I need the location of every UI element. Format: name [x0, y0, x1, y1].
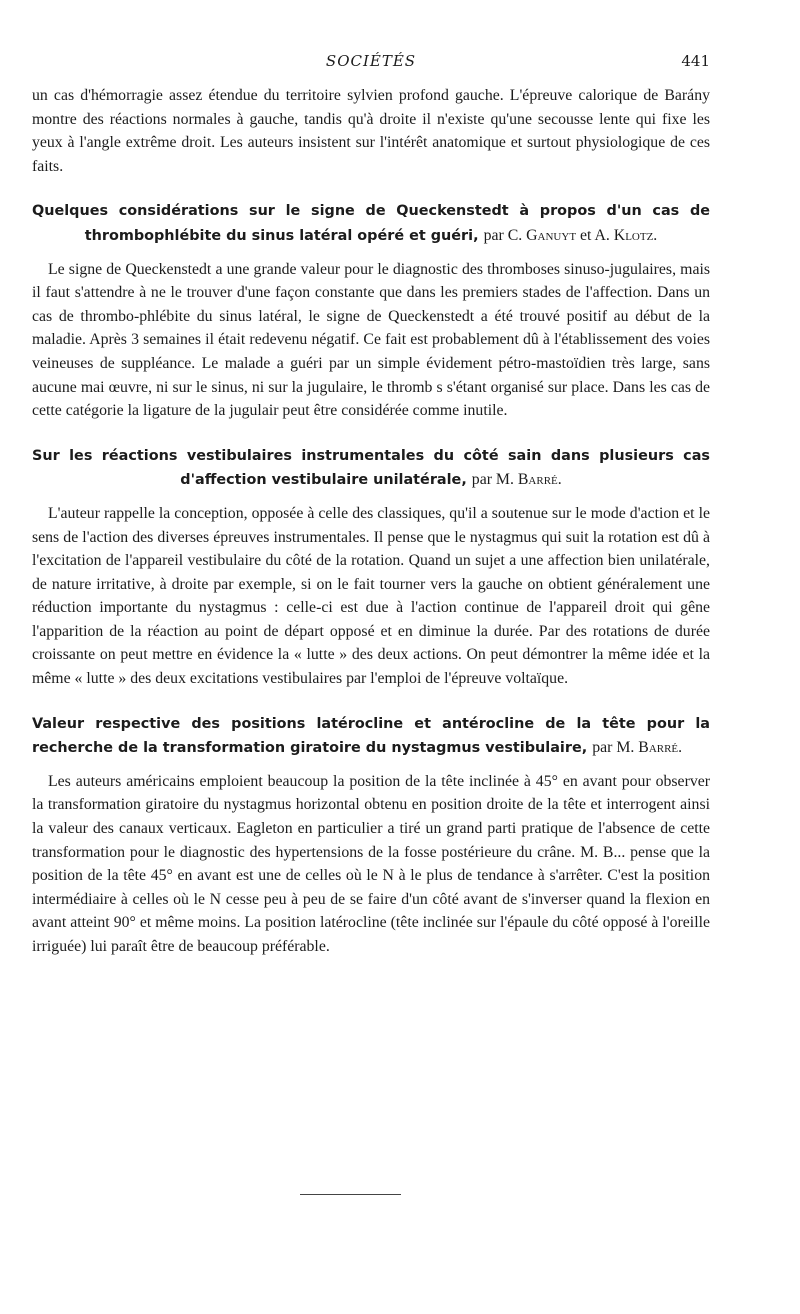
author-name: Barré.: [638, 739, 683, 757]
page-body: [32, 84, 710, 959]
article-1: [32, 200, 710, 422]
author-name: Ganuyt: [526, 226, 577, 244]
article-byline: par M. Barré.: [592, 739, 683, 757]
article-title: Sur les réactions vestibulaires instrumentales du côté sain dans plusieurs cas d'affection vestibulaire unilatérale,: [32, 447, 710, 489]
end-rule: [300, 1194, 401, 1195]
article-2: [32, 445, 710, 691]
article-body: Le signe de Queckenstedt a une grande valeur pour le diagnostic des thromboses sinuso-jugulaires, mais il faut s'attendre à ne le trouver d'une façon constante que dans les premiers stades de l'affection. Dans un cas de thrombo-phlébite du sinus latéral, le signe de Queckenstedt a été trouvé positif au début de la maladie. Après 3 semaines il était redevenu négatif. Ce fait est probablement dû à l'établissement des voies veineuses de suppléance. Le malade a guéri par un simple évidement pétro-mastoïdien très large, sans aucune mai œuvre, ni sur le sinus, ni sur la jugulaire, le thromb s s'étant organisé sur place. Dans les cas de cette catégorie la ligature de la jugulair peut être considérée comme inutile.: [32, 260, 710, 420]
running-title: SOCIÉTÉS: [325, 52, 417, 70]
article-heading: [32, 445, 710, 493]
article-3: [32, 713, 710, 959]
author-name: Barré.: [517, 471, 562, 489]
author-name: Klotz.: [613, 226, 658, 244]
running-header: [32, 52, 710, 72]
article-heading: [32, 713, 710, 761]
article-body: Les auteurs américains emploient beaucoup la position de la tête inclinée à 45° en avant pour observer la transformation giratoire du nystagmus horizontal obtenu en position droite de la tête et interrogent ainsi la valeur des canaux verticaux. Eagleton en particulier a tiré un grand parti pratique de l'absence de cette transformation pour le diagnostic des hypertensions de la fosse postérieure du crâne. M. B... pense que la position de la tête 45° en avant est une de celles où le N à le plus de tendance à s'arrêter. C'est la position intermédiaire à celles où le N cesse peu à peu de se faire d'un côté avant de s'inverser quand la flexion en avant atteint 90° et même moins. La position latérocline (tête inclinée sur l'épaule du côté opposé à l'oreille irriguée) lui paraît être de beaucoup préférable.: [32, 772, 710, 955]
article-byline: par C. Ganuyt et A. Klotz.: [483, 226, 658, 244]
article-byline: par M. Barré.: [471, 471, 562, 489]
intro-paragraph: un cas d'hémorragie assez étendue du territoire sylvien profond gauche. L'épreuve calorique de Barány montre des réactions normales à gauche, tandis qu'à droite il n'existe qu'une secousse lente qui fixe les yeux à l'angle extrême droit. Les auteurs insistent sur l'intérêt anatomique et surtout physiologique de ces faits.: [32, 87, 710, 175]
article-heading: [32, 200, 710, 248]
article-body: L'auteur rappelle la conception, opposée à celle des classiques, qu'il a soutenue sur le mode d'action et le sens de l'action des diverses épreuves instrumentales. Il pense que le nystagmus qui suit la rotation est dû à l'excitation de l'appareil vestibulaire du côté de la rotation. Quand un sujet a une affection bien unilatérale, de nature irritative, à droite par exemple, si on le fait tourner vers la gauche on obtient généralement une réduction importante du nystagmus : celle-ci est due à l'action continue de l'appareil droit qui gêne l'apparition de la réaction au point de départ opposé et en diminue la durée. Par des rotations de durée croissante on peut mettre en évidence la « lutte » des deux actions. On peut démontrer la même idée et la même « lutte » des deux excitations vestibulaires par l'emploi de l'épreuve voltaïque.: [32, 504, 710, 688]
page-number: 441: [681, 52, 710, 70]
article-title: Quelques considérations sur le signe de Queckenstedt à propos d'un cas de thrombophlébite du sinus latéral opéré et guéri,: [32, 203, 710, 244]
article-title: Valeur respective des positions latérocline et antérocline de la tête pour la recherche de la transformation giratoire du nystagmus vestibulaire,: [32, 715, 710, 757]
